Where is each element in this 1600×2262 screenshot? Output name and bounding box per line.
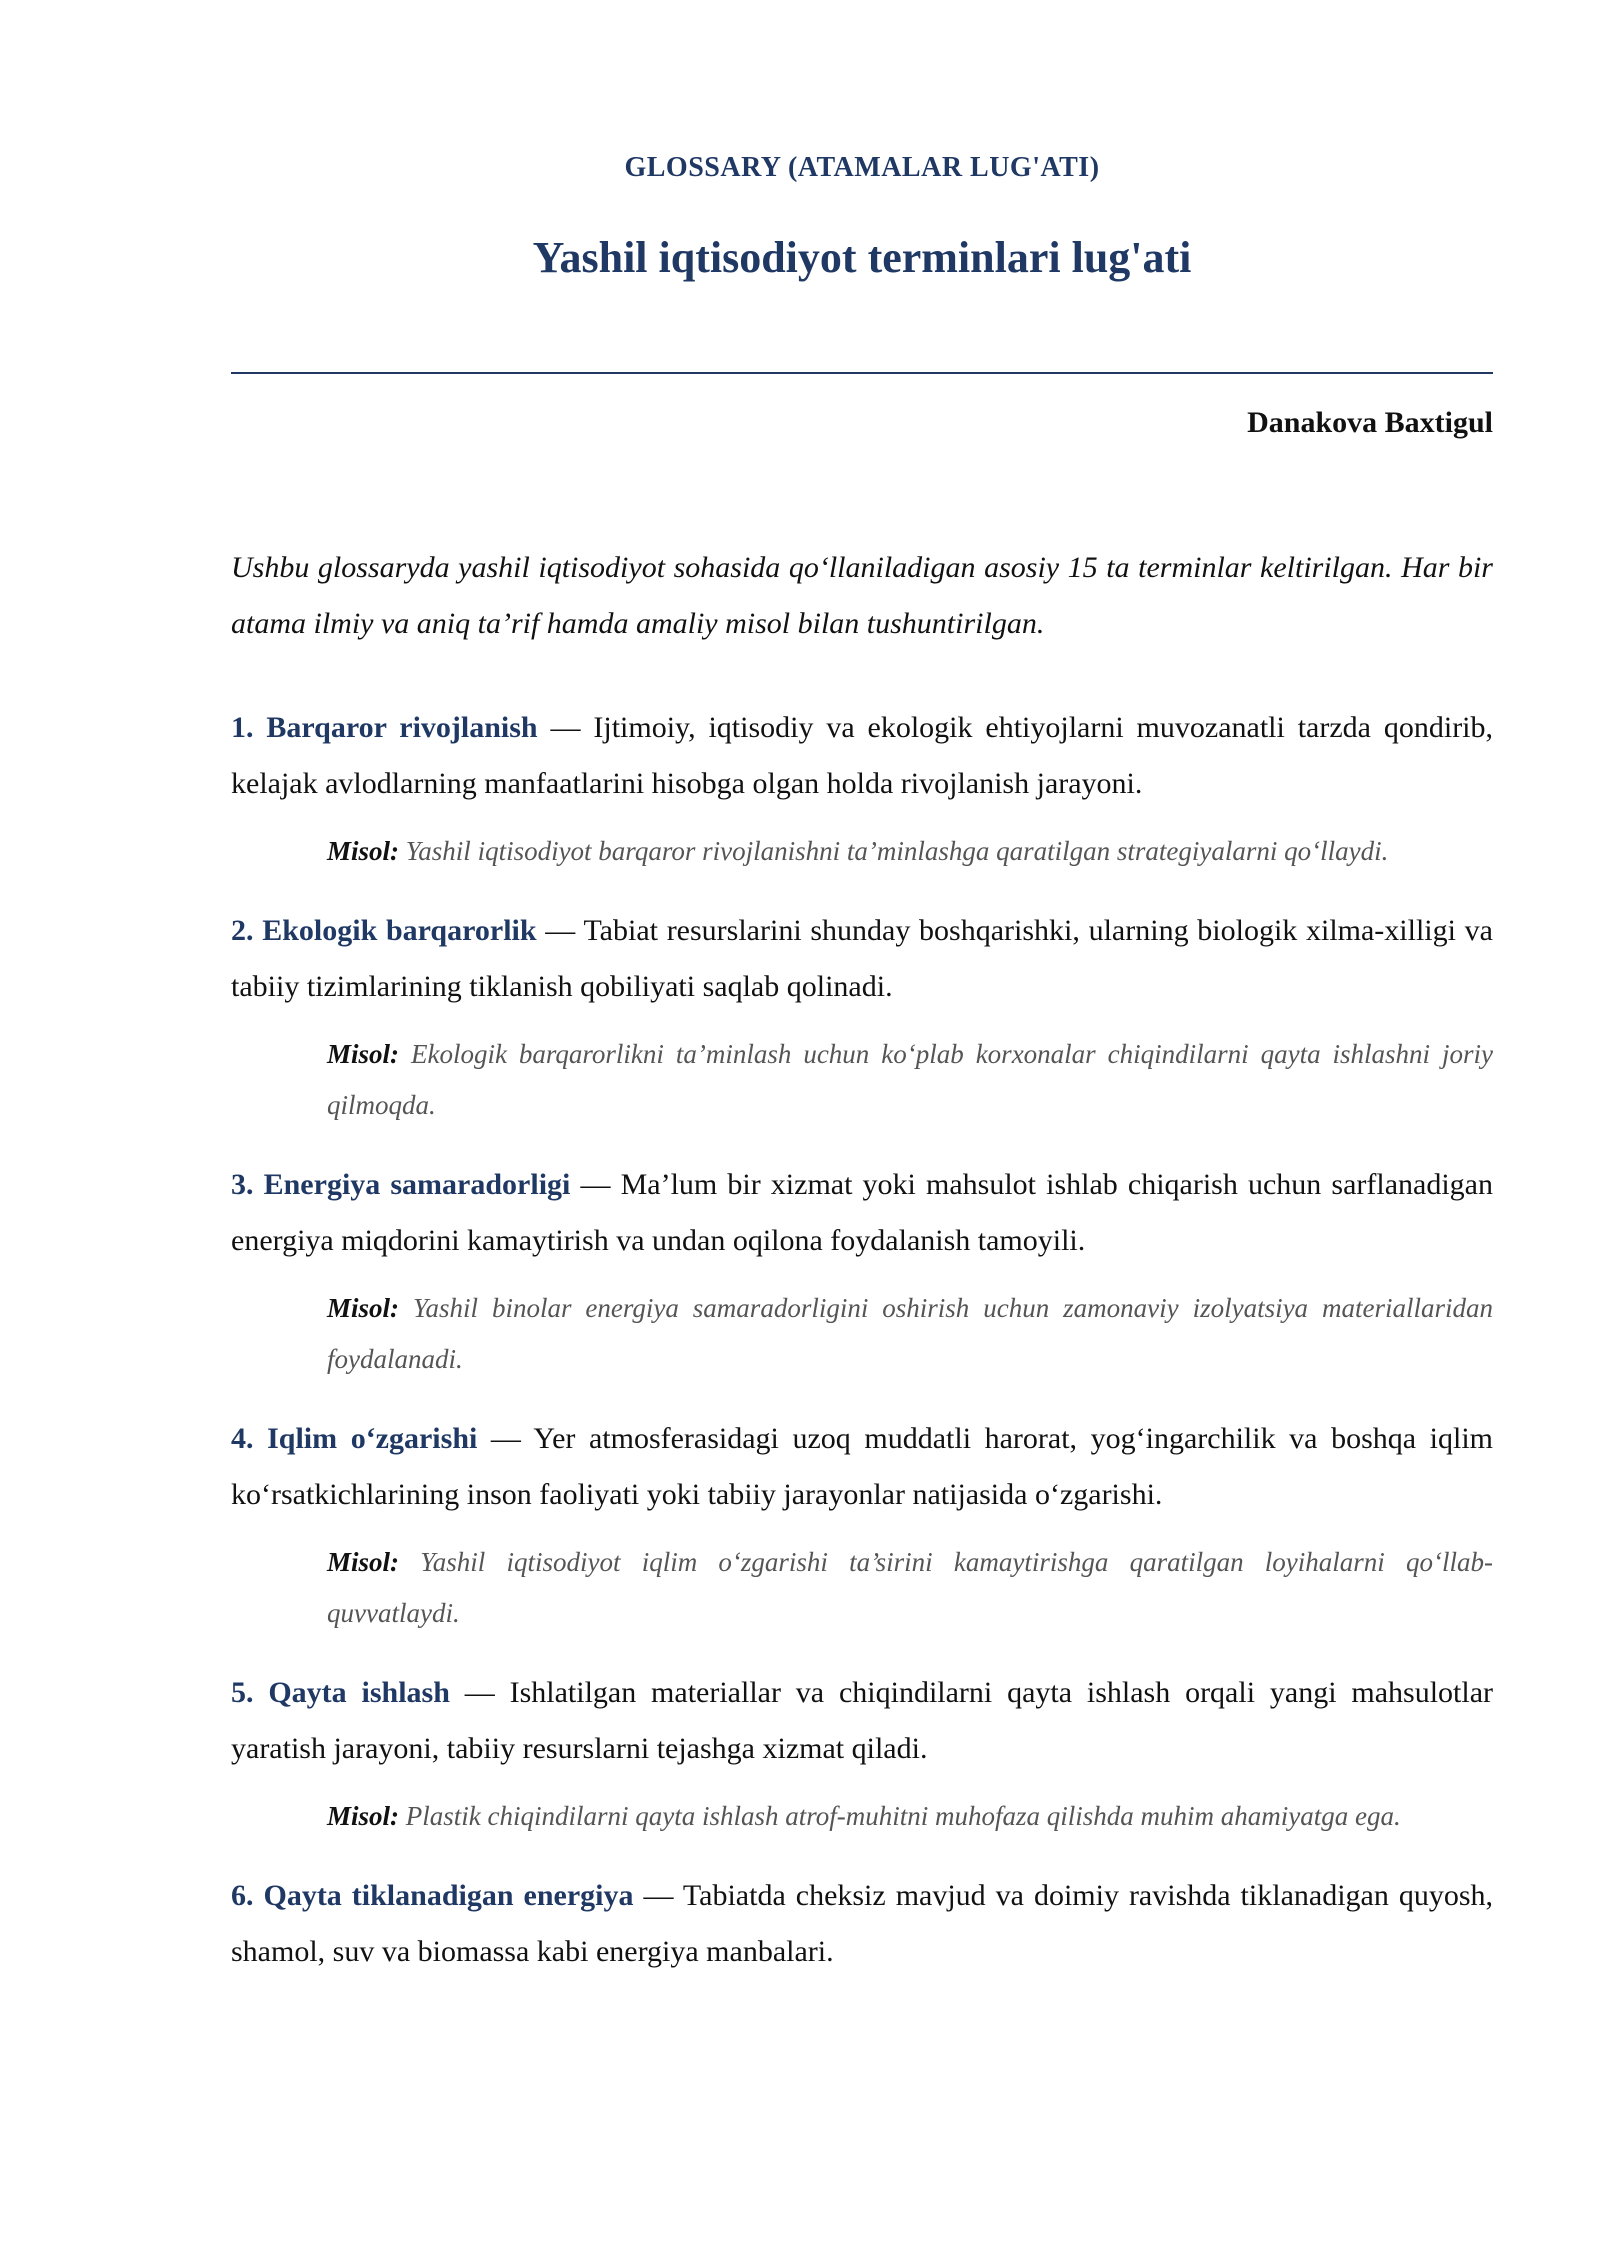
intro-paragraph: Ushbu glossaryda yashil iqtisodiyot sohasida qo‘llaniladigan asosiy 15 ta terminlar keltirilgan. Har bir atama ilmiy va aniq ta’rif hamda amaliy misol bilan tushuntirilgan. <box>231 551 1493 640</box>
example-label: Misol: <box>327 836 400 866</box>
entry-definition-paragraph <box>231 1868 1493 1980</box>
entry-term: 2. Ekologik barqarorlik <box>231 914 537 947</box>
entry-term: 5. Qayta ishlash <box>231 1676 450 1709</box>
glossary-entry <box>231 1411 1493 1639</box>
entry-example <box>327 826 1493 877</box>
example-label: Misol: <box>327 1293 400 1323</box>
em-dash: — <box>536 914 584 947</box>
glossary-entry <box>231 1157 1493 1385</box>
example-text: Plastik chiqindilarni qayta ishlash atrof-muhitni muhofaza qilishda muhim ahamiyatga ega. <box>405 1801 1401 1831</box>
em-dash: — <box>537 711 594 744</box>
entry-term: 4. Iqlim o‘zgarishi <box>231 1422 478 1455</box>
entry-definition: Ma’lum bir xizmat yoki mahsulot ishlab chiqarish uchun sarflanadigan energiya miqdorini kamaytirish va undan oqilona foydalanish tamoyili. <box>231 1168 1493 1257</box>
entry-definition: Ishlatilgan materiallar va chiqindilarni qayta ishlash orqali yangi mahsulotlar yaratish jarayoni, tabiiy resurslarni tejashga xizmat qiladi. <box>231 1676 1494 1765</box>
entry-term: 3. Energiya samaradorligi <box>231 1168 571 1201</box>
entry-example <box>327 1283 1493 1385</box>
glossary-entry <box>231 1868 1493 1980</box>
glossary-entry <box>231 700 1493 877</box>
example-text: Ekologik barqarorlikni ta’minlash uchun ko‘plab korxonalar chiqindilarni qayta ishlashni joriy qilmoqda. <box>327 1039 1494 1120</box>
glossary-entries <box>231 700 1493 2006</box>
entry-definition-paragraph <box>231 1157 1493 1269</box>
entry-example <box>327 1791 1493 1842</box>
entry-definition: Tabiatda cheksiz mavjud va doimiy ravishda tiklanadigan quyosh, shamol, suv va biomassa kabi energiya manbalari. <box>231 1879 1494 1968</box>
em-dash: — <box>570 1168 621 1201</box>
example-text: Yashil iqtisodiyot barqaror rivojlanishni ta’minlashga qaratilgan strategiyalarni qo‘llaydi. <box>405 836 1389 866</box>
entry-example <box>327 1029 1493 1131</box>
entry-definition: Ijtimoiy, iqtisodiy va ekologik ehtiyojlarni muvozanatli tarzda qondirib, kelajak avlodlarning manfaatlarini hisobga olgan holda rivojlanish jarayoni. <box>231 711 1494 800</box>
example-label: Misol: <box>327 1801 400 1831</box>
author-name: Danakova Baxtigul <box>1247 406 1493 439</box>
glossary-heading: GLOSSARY (ATAMALAR LUG'ATI) <box>624 152 1100 183</box>
em-dash: — <box>477 1422 534 1455</box>
entry-definition-paragraph <box>231 903 1493 1015</box>
em-dash: — <box>633 1879 683 1912</box>
entry-term: 6. Qayta tiklanadigan energiya <box>231 1879 634 1912</box>
entry-term: 1. Barqaror rivojlanish <box>231 711 538 744</box>
entry-definition-paragraph <box>231 700 1493 812</box>
em-dash: — <box>449 1676 510 1709</box>
entry-example <box>327 1537 1493 1639</box>
entry-definition: Tabiat resurslarini shunday boshqarishki, ularning biologik xilma-xilligi va tabiiy tizimlarining tiklanish qobiliyati saqlab qolinadi. <box>231 914 1493 1003</box>
entry-definition: Yer atmosferasidagi uzoq muddatli harorat, yog‘ingarchilik va boshqa iqlim ko‘rsatkichlarining inson faoliyati yoki tabiiy jarayonlar natijasida o‘zgarishi. <box>231 1422 1493 1511</box>
title-divider <box>231 372 1493 374</box>
example-label: Misol: <box>327 1039 400 1069</box>
example-text: Yashil iqtisodiyot iqlim o‘zgarishi ta’sirini kamaytirishga qaratilgan loyihalarni qo‘llab-quvvatlaydi. <box>327 1547 1494 1628</box>
entry-definition-paragraph <box>231 1411 1493 1523</box>
glossary-entry <box>231 1665 1493 1842</box>
example-text: Yashil binolar energiya samaradorligini oshirish uchun zamonaviy izolyatsiya materiallaridan foydalanadi. <box>327 1293 1494 1374</box>
example-label: Misol: <box>327 1547 400 1577</box>
glossary-entry <box>231 903 1493 1131</box>
entry-definition-paragraph <box>231 1665 1493 1777</box>
page-title: Yashil iqtisodiyot terminlari lug'ati <box>532 233 1192 282</box>
